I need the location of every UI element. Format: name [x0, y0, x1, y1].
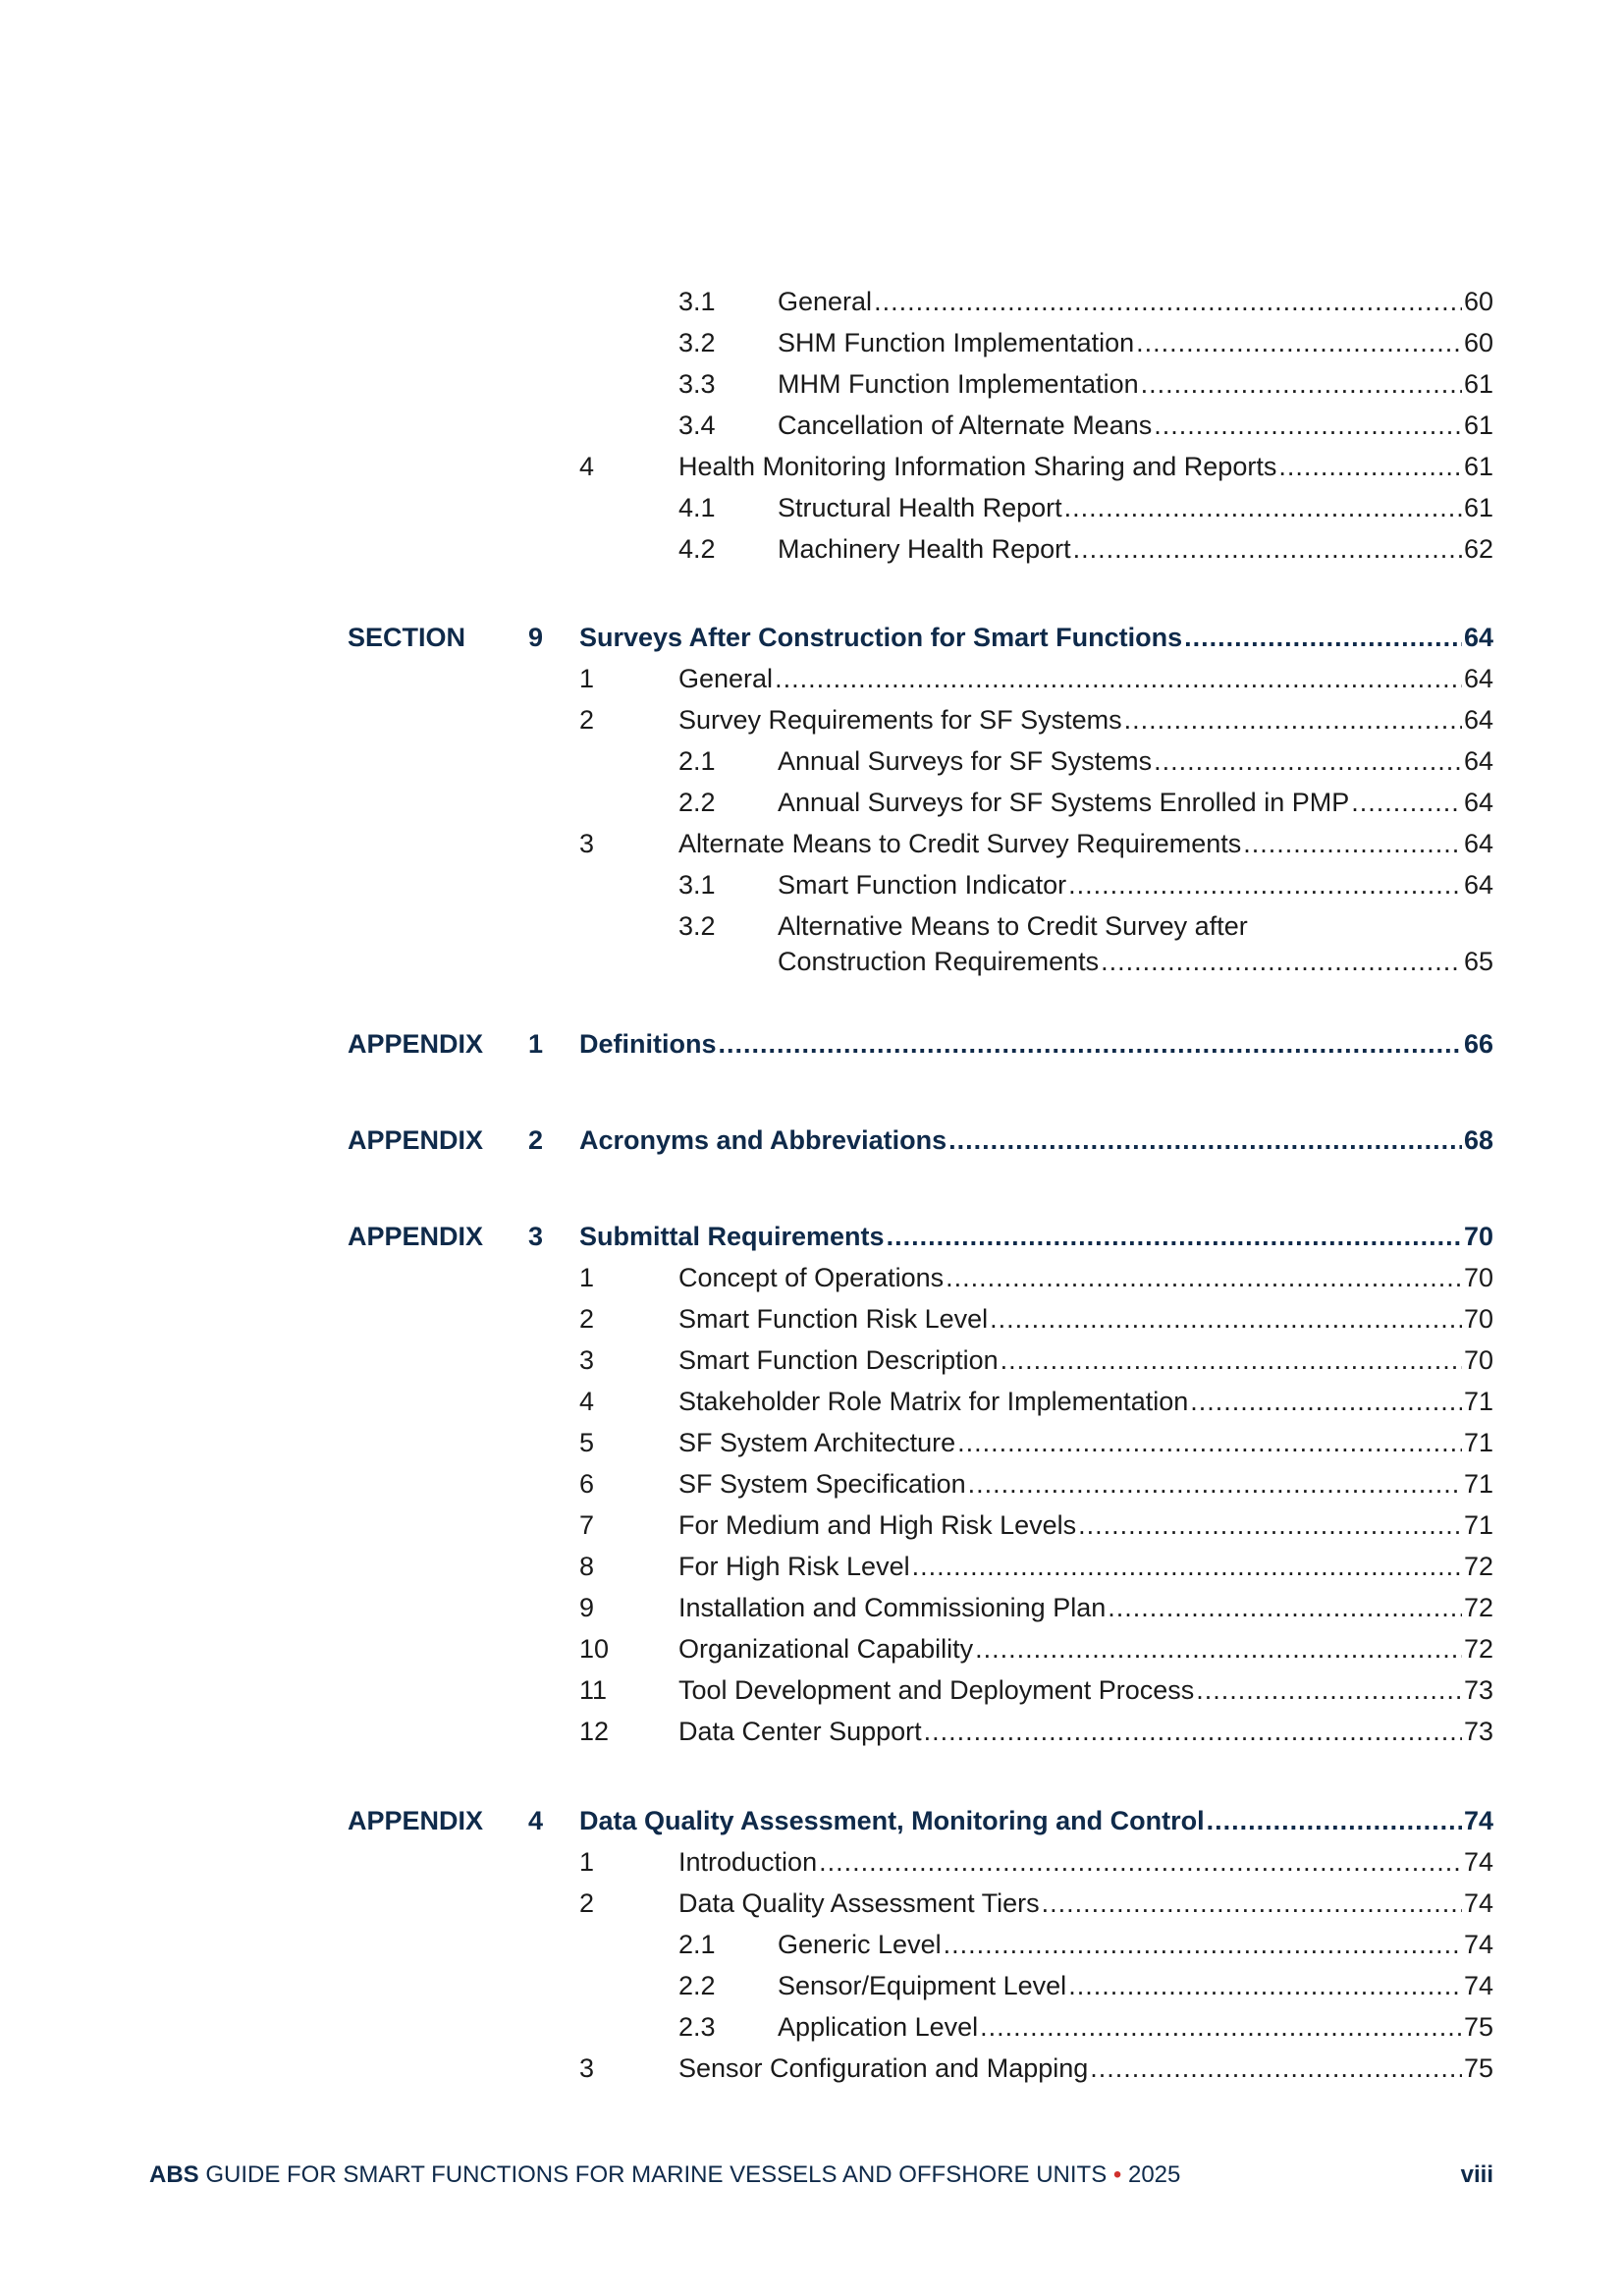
toc-leader-line: [678, 1342, 1493, 1378]
toc-entry-number: 9: [579, 1593, 595, 1622]
toc-leader-line: [778, 2009, 1493, 2045]
dot-leader: [1068, 867, 1462, 902]
toc-leader-line: [579, 1803, 1493, 1838]
toc-entry-page: 73: [1463, 1675, 1493, 1705]
toc-entry-page: 74: [1463, 1930, 1493, 1959]
toc-entry-number: 3.1: [678, 287, 716, 316]
toc-entry-title: Annual Surveys for SF Systems: [778, 746, 1153, 776]
toc-entry-number: 5: [579, 1428, 595, 1457]
footer-brand: ABS: [149, 2161, 199, 2188]
dot-leader: [1090, 2050, 1462, 2086]
toc-entry[interactable]: [0, 1342, 1623, 1378]
toc-entry-page: 64: [1463, 788, 1493, 817]
toc-entry-number: 3: [579, 2053, 595, 2083]
toc-entry-number: 6: [579, 1469, 595, 1499]
toc-entry-page: 64: [1463, 829, 1493, 858]
toc-entry[interactable]: [0, 1927, 1623, 1962]
toc-leader-line: [678, 449, 1493, 484]
toc-leader-line: [678, 1507, 1493, 1543]
toc-heading-entry[interactable]: [0, 1122, 1623, 1158]
toc-entry-number: 3: [579, 829, 595, 858]
toc-leader-line: [778, 1927, 1493, 1962]
toc-entry[interactable]: [0, 1968, 1623, 2003]
toc-entry-number: 4: [579, 1387, 595, 1416]
toc-leader-line: [678, 1301, 1493, 1337]
toc-entry-title: Definitions: [579, 1029, 717, 1059]
footer-page-number: viii: [1460, 2161, 1493, 2188]
toc-leader-line: [778, 944, 1493, 979]
toc-entry-title: Sensor/Equipment Level: [778, 1971, 1067, 2000]
toc-entry[interactable]: [0, 408, 1623, 443]
toc-entry-number: 12: [579, 1717, 610, 1746]
toc-entry-title: Stakeholder Role Matrix for Implementation: [678, 1387, 1189, 1416]
toc-entry[interactable]: [0, 785, 1623, 820]
toc-entry[interactable]: [0, 1507, 1623, 1543]
toc-entry[interactable]: [0, 908, 1623, 979]
toc-leader-line: [678, 1549, 1493, 1584]
toc-entry[interactable]: [0, 743, 1623, 779]
toc-entry-number: 2.2: [678, 788, 716, 817]
footer-year: 2025: [1127, 2161, 1181, 2188]
toc-leader-line: [678, 1260, 1493, 1295]
dot-leader: [1136, 325, 1462, 360]
toc-entry-title: Concept of Operations: [678, 1263, 945, 1292]
toc-leader-line: [678, 1631, 1493, 1667]
toc-leader-line: [678, 1886, 1493, 1921]
toc-entry-number: 2.1: [678, 1930, 716, 1959]
dot-leader: [874, 284, 1462, 319]
toc-entry-number: 7: [579, 1510, 595, 1540]
toc-entry[interactable]: [0, 1844, 1623, 1880]
toc-leader-line: [778, 743, 1493, 779]
toc-section-label: APPENDIX: [348, 1029, 484, 1059]
toc-entry-title: Acronyms and Abbreviations: [579, 1125, 947, 1155]
toc-entry-title: For Medium and High Risk Levels: [678, 1510, 1077, 1540]
toc-leader-line: [678, 1466, 1493, 1502]
toc-entry-number: 2: [579, 1304, 595, 1334]
toc-entry-title: Introduction: [678, 1847, 818, 1877]
dot-leader: [1068, 1968, 1462, 2003]
toc-leader-line: [678, 661, 1493, 696]
toc-heading-entry[interactable]: [0, 620, 1623, 655]
toc-entry[interactable]: [0, 490, 1623, 525]
toc-section-label: SECTION: [348, 623, 466, 652]
toc-entry-page: 70: [1463, 1222, 1493, 1251]
toc-leader-line: [579, 1026, 1493, 1062]
toc-entry-number: 8: [579, 1552, 595, 1581]
toc-entry-title: General: [678, 664, 774, 693]
toc-entry-number: 3.3: [678, 369, 716, 399]
toc-entry[interactable]: [0, 325, 1623, 360]
toc-leader-line: [778, 785, 1493, 820]
toc-entry-title: Survey Requirements for SF Systems: [678, 705, 1122, 735]
toc-entry-title: SF System Specification: [678, 1469, 966, 1499]
toc-leader-line: [778, 490, 1493, 525]
toc-entry-title: Smart Function Description: [678, 1345, 999, 1375]
toc-entry[interactable]: [0, 1590, 1623, 1625]
toc-entry-title: Cancellation of Alternate Means: [778, 410, 1153, 440]
toc-entry[interactable]: [0, 1672, 1623, 1708]
toc-entry-number: 1: [579, 1263, 595, 1292]
toc-heading-entry[interactable]: [0, 1219, 1623, 1254]
dot-leader: [1154, 743, 1462, 779]
toc-entry-number: 4: [579, 452, 595, 481]
dot-leader: [1108, 1590, 1462, 1625]
toc-leader-line: [778, 408, 1493, 443]
toc-section-number: 4: [528, 1806, 544, 1835]
toc-entry-number: 2.3: [678, 2012, 716, 2042]
dot-leader: [944, 1927, 1462, 1962]
toc-entry-title: Health Monitoring Information Sharing and Reports: [678, 452, 1277, 481]
toc-entry-page: 73: [1463, 1717, 1493, 1746]
toc-section-number: 1: [528, 1029, 544, 1059]
toc-entry[interactable]: [0, 1425, 1623, 1460]
toc-entry-page: 64: [1463, 870, 1493, 900]
toc-entry[interactable]: [0, 826, 1623, 861]
toc-entry-number: 1: [579, 1847, 595, 1877]
dot-leader: [948, 1122, 1462, 1158]
toc-entry-title: Sensor Configuration and Mapping: [678, 2053, 1089, 2083]
dot-leader: [1042, 1886, 1462, 1921]
toc-entry-number: 3.2: [678, 911, 716, 941]
toc-entry-number: 10: [579, 1634, 610, 1664]
toc-entry-number: 3.1: [678, 870, 716, 900]
toc-entry-number: 2.2: [678, 1971, 716, 2000]
dot-leader: [1184, 620, 1462, 655]
toc-entry-page: 61: [1463, 452, 1493, 481]
toc-leader-line: [678, 1384, 1493, 1419]
toc-leader-line: [778, 366, 1493, 402]
toc-entry-page: 70: [1463, 1263, 1493, 1292]
toc-entry-title: Surveys After Construction for Smart Functions: [579, 623, 1183, 652]
toc-entry-title: Alternate Means to Credit Survey Requirements: [678, 829, 1242, 858]
toc-heading-entry[interactable]: [0, 1803, 1623, 1838]
toc-entry[interactable]: [0, 1466, 1623, 1502]
toc-entry-page: 66: [1463, 1029, 1493, 1059]
toc-entry-title: SF System Architecture: [678, 1428, 956, 1457]
footer-bullet: •: [1112, 2161, 1122, 2188]
toc-entry-page: 71: [1463, 1428, 1493, 1457]
toc-entry-page: 64: [1463, 705, 1493, 735]
dot-leader: [1278, 449, 1462, 484]
toc-entry-title: Smart Function Risk Level: [678, 1304, 989, 1334]
dot-leader: [887, 1219, 1462, 1254]
toc-entry-page: 71: [1463, 1469, 1493, 1499]
toc-entry-page: 61: [1463, 369, 1493, 399]
dot-leader: [1243, 826, 1462, 861]
toc-leader-line: [678, 1425, 1493, 1460]
toc-leader-line: [678, 2050, 1493, 2086]
toc-leader-line: [678, 826, 1493, 861]
dot-leader: [719, 1026, 1462, 1062]
dot-leader: [946, 1260, 1462, 1295]
toc-leader-line: [579, 620, 1493, 655]
toc-entry-number: 3.4: [678, 410, 716, 440]
dot-leader: [912, 1549, 1462, 1584]
toc-entry[interactable]: [0, 661, 1623, 696]
toc-entry-title: Application Level: [778, 2012, 979, 2042]
toc-entry-title: Submittal Requirements: [579, 1222, 885, 1251]
toc-entry[interactable]: [0, 1886, 1623, 1921]
toc-entry-page: 71: [1463, 1387, 1493, 1416]
dot-leader: [990, 1301, 1462, 1337]
toc-leader-line: [778, 867, 1493, 902]
footer-title: GUIDE FOR SMART FUNCTIONS FOR MARINE VESSELS AND OFFSHORE UNITS: [205, 2161, 1108, 2188]
dot-leader: [1078, 1507, 1462, 1543]
toc-leader-line: [778, 531, 1493, 567]
toc-section-number: 3: [528, 1222, 544, 1251]
toc-entry-page: 72: [1463, 1634, 1493, 1664]
toc-entry-title: For High Risk Level: [678, 1552, 910, 1581]
page-footer: [149, 2160, 1493, 2190]
toc-entry[interactable]: [0, 1260, 1623, 1295]
toc-entry-page: 60: [1463, 287, 1493, 316]
toc-entry[interactable]: [0, 449, 1623, 484]
toc-entry[interactable]: [0, 366, 1623, 402]
toc-section-label: APPENDIX: [348, 1806, 484, 1835]
dot-leader: [1101, 944, 1462, 979]
toc-entry-title: Installation and Commissioning Plan: [678, 1593, 1107, 1622]
toc-heading-entry[interactable]: [0, 1026, 1623, 1062]
toc-entry[interactable]: [0, 1714, 1623, 1749]
toc-leader-line: [579, 1122, 1493, 1158]
toc-entry[interactable]: [0, 531, 1623, 567]
toc-entry-page: 72: [1463, 1552, 1493, 1581]
toc-entry-title: General: [778, 287, 873, 316]
toc-entry-title: Data Center Support: [678, 1717, 922, 1746]
toc-entry-page: 72: [1463, 1593, 1493, 1622]
toc-entry-title: SHM Function Implementation: [778, 328, 1135, 357]
toc-entry-page: 60: [1463, 328, 1493, 357]
toc-entry[interactable]: [0, 2050, 1623, 2086]
dot-leader: [1190, 1384, 1462, 1419]
toc-entry-page: 74: [1463, 1806, 1493, 1835]
toc-entry-page: 61: [1463, 410, 1493, 440]
toc-entry-title: Organizational Capability: [678, 1634, 974, 1664]
dot-leader: [1207, 1803, 1462, 1838]
toc-entry-title: Construction Requirements: [778, 947, 1100, 976]
toc-entry-page: 64: [1463, 664, 1493, 693]
toc-entry-title: Annual Surveys for SF Systems Enrolled in PMP: [778, 788, 1350, 817]
toc-entry[interactable]: [0, 1301, 1623, 1337]
dot-leader: [1073, 531, 1462, 567]
toc-section-number: 9: [528, 623, 544, 652]
toc-entry-page: 71: [1463, 1510, 1493, 1540]
toc-leader-line: [678, 702, 1493, 738]
toc-leader-line: [678, 1844, 1493, 1880]
dot-leader: [775, 661, 1462, 696]
dot-leader: [924, 1714, 1462, 1749]
toc-entry-title-line1: Alternative Means to Credit Survey after: [778, 911, 1248, 941]
dot-leader: [980, 2009, 1462, 2045]
toc-entry-number: 2.1: [678, 746, 716, 776]
toc-entry-number: 4.2: [678, 534, 716, 564]
dot-leader: [1351, 785, 1462, 820]
toc-entry[interactable]: [0, 867, 1623, 902]
dot-leader: [1196, 1672, 1462, 1708]
toc-section-number: 2: [528, 1125, 544, 1155]
toc-entry-page: 75: [1463, 2053, 1493, 2083]
dot-leader: [957, 1425, 1462, 1460]
toc-leader-line: [579, 1219, 1493, 1254]
toc-entry-number: 3.2: [678, 328, 716, 357]
toc-leader-line: [678, 1590, 1493, 1625]
dot-leader: [1141, 366, 1462, 402]
toc-entry-page: 74: [1463, 1971, 1493, 2000]
toc-entry-page: 70: [1463, 1345, 1493, 1375]
toc-entry-page: 75: [1463, 2012, 1493, 2042]
toc-entry-page: 62: [1463, 534, 1493, 564]
toc-entry-number: 2: [579, 1888, 595, 1918]
toc-entry-title: Smart Function Indicator: [778, 870, 1067, 900]
toc-entry-page: 64: [1463, 746, 1493, 776]
toc-leader-line: [678, 1672, 1493, 1708]
toc-entry-number: 4.1: [678, 493, 716, 522]
toc-entry-page: 65: [1463, 947, 1493, 976]
toc-leader-line: [778, 284, 1493, 319]
toc-entry-page: 74: [1463, 1888, 1493, 1918]
dot-leader: [819, 1844, 1462, 1880]
toc-entry[interactable]: [0, 1549, 1623, 1584]
toc-entry-page: 61: [1463, 493, 1493, 522]
toc-entry-number: 11: [579, 1675, 608, 1705]
toc-entry[interactable]: [0, 2009, 1623, 2045]
toc-entry-number: 3: [579, 1345, 595, 1375]
dot-leader: [975, 1631, 1462, 1667]
dot-leader: [1154, 408, 1462, 443]
toc-entry-title: Data Quality Assessment Tiers: [678, 1888, 1040, 1918]
toc-leader-line: [778, 1968, 1493, 2003]
toc-entry-page: 68: [1463, 1125, 1493, 1155]
toc-leader-line: [778, 325, 1493, 360]
toc-entry-title: Structural Health Report: [778, 493, 1062, 522]
toc-entry-title: Tool Development and Deployment Process: [678, 1675, 1195, 1705]
toc-entry-page: 70: [1463, 1304, 1493, 1334]
toc-section-label: APPENDIX: [348, 1222, 484, 1251]
dot-leader: [1001, 1342, 1462, 1378]
toc-entry-page: 64: [1463, 623, 1493, 652]
dot-leader: [968, 1466, 1462, 1502]
toc-entry-page: 74: [1463, 1847, 1493, 1877]
toc-entry-title: Data Quality Assessment, Monitoring and Control: [579, 1806, 1205, 1835]
toc-entry[interactable]: [0, 1631, 1623, 1667]
dot-leader: [1124, 702, 1462, 738]
toc-section-label: APPENDIX: [348, 1125, 484, 1155]
toc-leader-line: [678, 1714, 1493, 1749]
toc-entry-title: Machinery Health Report: [778, 534, 1071, 564]
toc-entry-title: Generic Level: [778, 1930, 942, 1959]
toc-entry-number: 1: [579, 664, 595, 693]
dot-leader: [1064, 490, 1462, 525]
toc-entry[interactable]: [0, 284, 1623, 319]
toc-entry-number: 2: [579, 705, 595, 735]
toc-entry[interactable]: [0, 1384, 1623, 1419]
toc-entry-title: MHM Function Implementation: [778, 369, 1139, 399]
toc-entry[interactable]: [0, 702, 1623, 738]
